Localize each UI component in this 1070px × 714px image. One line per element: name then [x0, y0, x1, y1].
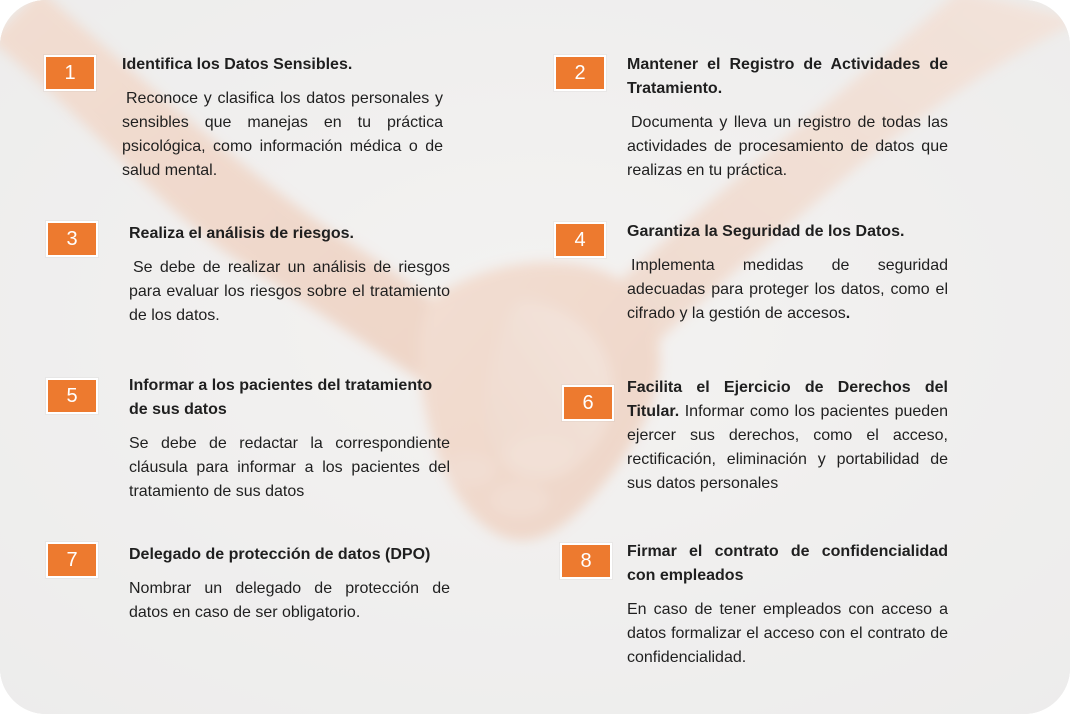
step-2-text: [627, 53, 948, 183]
step-4-title: Garantiza la Seguridad de los Datos.: [627, 223, 905, 240]
step-4-description: Implementa medidas de seguridad adecuadas para proteger los datos, como el cifrado y la gestión de accesos: [627, 257, 948, 322]
step-7-title: Delegado de protección de datos (DPO): [129, 546, 431, 563]
step-6-number-badge: 6: [562, 385, 614, 421]
step-1-text: [122, 53, 443, 183]
step-3-title: Realiza el análisis de riesgos.: [129, 225, 354, 242]
step-6-description: Informar como los pacientes pueden ejercer sus derechos, como el acceso, rectificación, eliminación y portabilidad de sus datos personales: [627, 403, 948, 492]
step-3-number-badge: 3: [46, 221, 98, 257]
step-3-description: Se debe de realizar un análisis de riesgos para evaluar los riesgos sobre el tratamiento de los datos.: [129, 259, 450, 324]
step-5-title: Informar a los pacientes del tratamiento de sus datos: [129, 377, 433, 418]
step-2-title: Mantener el Registro de Actividades de Tratamiento.: [627, 56, 948, 97]
step-7-number-badge: 7: [46, 542, 98, 578]
step-5-description: Se debe de redactar la correspondiente cláusula para informar a los pacientes del tratamiento de sus datos: [129, 435, 450, 500]
step-2-description: Documenta y lleva un registro de todas las actividades de procesamiento de datos que realizas en tu práctica.: [627, 114, 948, 179]
step-6-text: [627, 376, 948, 496]
step-2-number-badge: 2: [554, 55, 606, 91]
step-5-text: [129, 374, 450, 504]
step-5-number-badge: 5: [46, 378, 98, 414]
step-1-number-badge: 1: [44, 55, 96, 91]
step-8-number-badge: 8: [560, 543, 612, 579]
step-4-description-period: .: [845, 305, 851, 322]
step-8-description: En caso de tener empleados con acceso a datos formalizar el acceso con el contrato de confidencialidad.: [627, 601, 948, 666]
step-6-title: Facilita el Ejercicio de Derechos del Titular.: [627, 379, 948, 420]
step-8-text: [627, 540, 948, 670]
step-3-text: [129, 222, 450, 328]
step-1-description: Reconoce y clasifica los datos personales y sensibles que manejas en tu práctica psicológica, como información médica o de salud mental.: [122, 90, 443, 179]
step-1-title: Identifica los Datos Sensibles.: [122, 56, 353, 73]
step-4-description-wrap: [627, 254, 948, 326]
step-7-description: Nombrar un delegado de protección de datos en caso de ser obligatorio.: [129, 580, 450, 621]
step-4-number-badge: 4: [554, 222, 606, 258]
step-7-text: [129, 543, 450, 625]
step-8-title: Firmar el contrato de confidencialidad con empleados: [627, 543, 948, 584]
step-4-text: [627, 220, 948, 326]
